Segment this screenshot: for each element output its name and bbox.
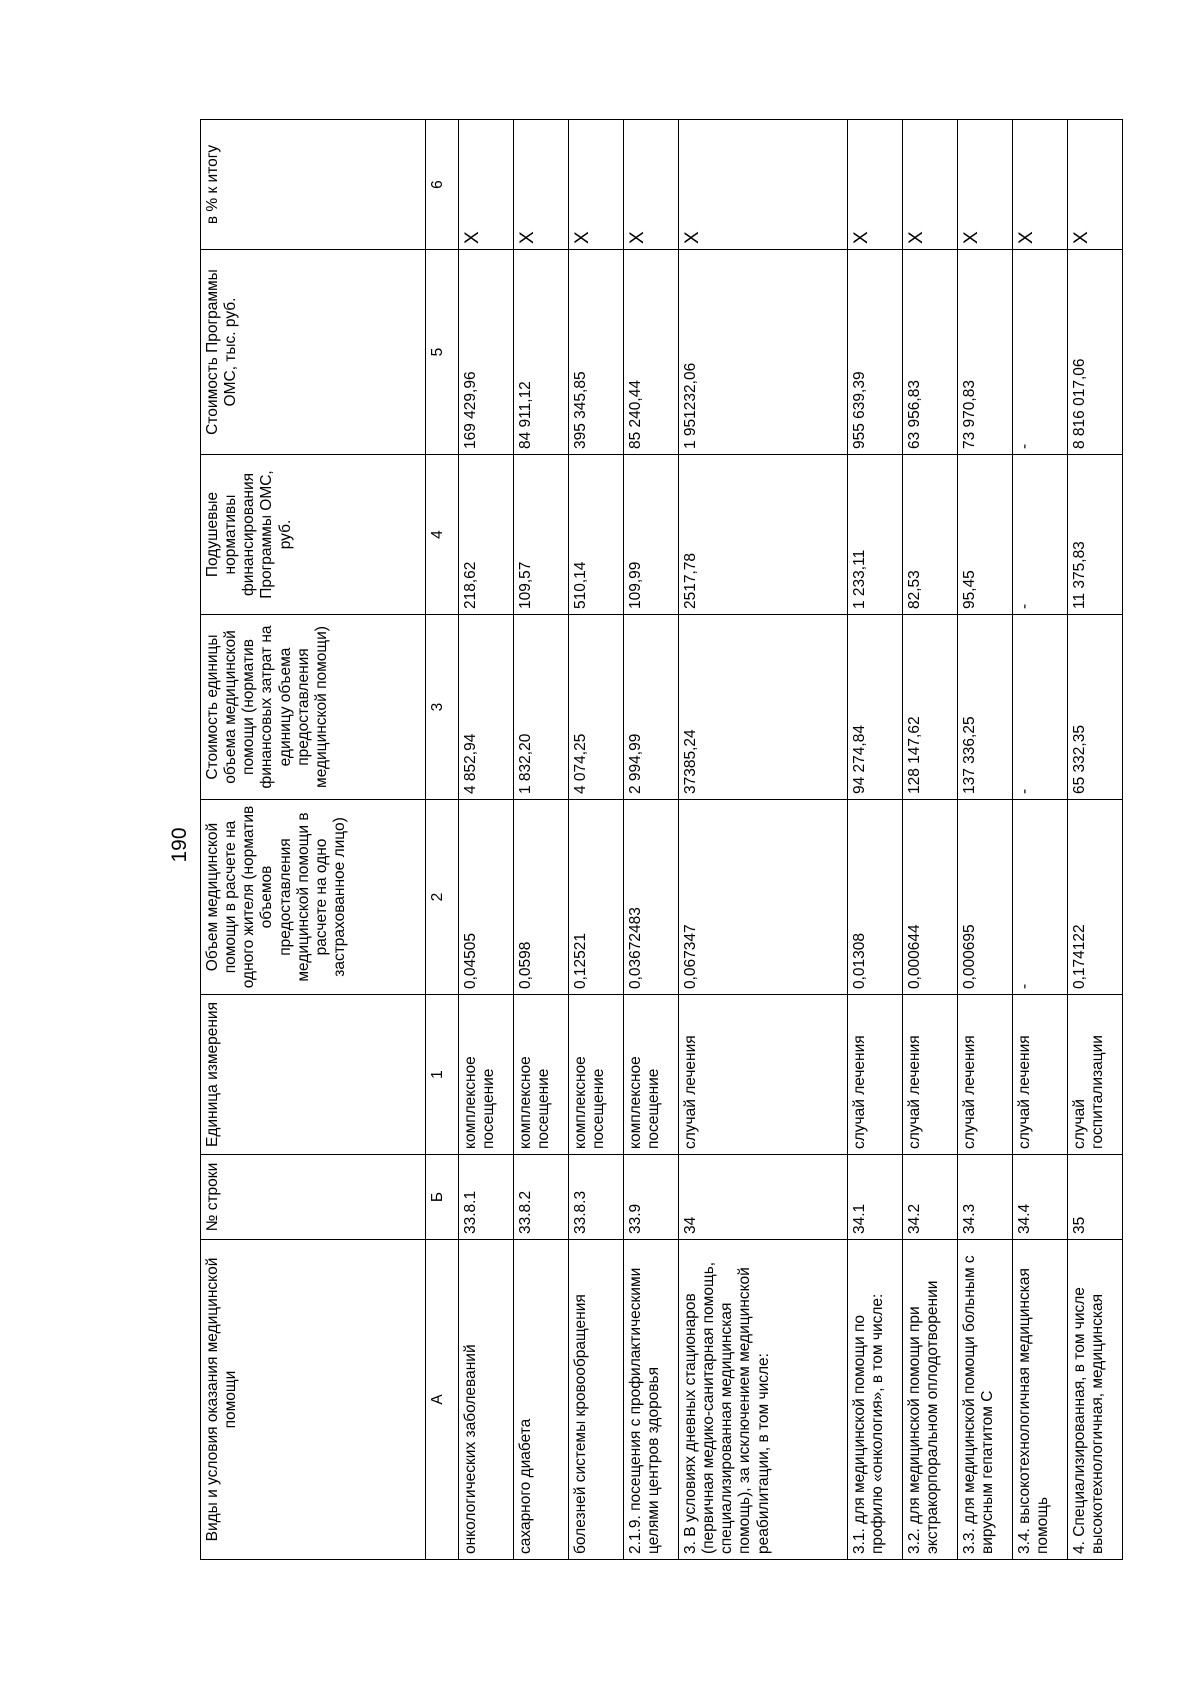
column-number-row [426, 120, 459, 1560]
per-capita-cell: - [1013, 455, 1068, 615]
program-cost-cell: 63 956,83 [903, 250, 958, 455]
header-cell: Объем медицинской помощи в расчете на одного жителя (норматив объемов предоставления медицинской помощи в расчете на одно застрахованное лицо) [201, 800, 426, 995]
care-type-cell: 2.1.9. посещения с профилактическими целями центров здоровья [624, 1240, 679, 1560]
unit-cost-cell: 65 332,35 [1068, 615, 1123, 800]
table-container [200, 120, 1118, 1560]
table-row [958, 120, 1013, 1560]
percent-cell: X [903, 120, 958, 250]
row-number-cell: 34.1 [848, 1155, 903, 1240]
care-type-cell: 3. В условиях дневных стационаров (первичная медико-санитарная помощь, специализированная медицинская помощь), за исключением медицинской реабилитации, в том числе: [679, 1240, 848, 1560]
header-cell: Стоимость Программы ОМС, тыс. руб. [201, 250, 426, 455]
unit-cell: случай лечения [1013, 995, 1068, 1155]
column-number-cell: 6 [426, 120, 459, 250]
page-number: 190 [168, 827, 191, 863]
percent-cell: X [624, 120, 679, 250]
volume-cell: 0,03672483 [624, 800, 679, 995]
column-number-cell: 3 [426, 615, 459, 800]
unit-cell: комплексное посещение [624, 995, 679, 1155]
unit-cost-cell: 137 336,25 [958, 615, 1013, 800]
program-cost-cell: 169 429,96 [459, 250, 514, 455]
per-capita-cell: 11 375,83 [1068, 455, 1123, 615]
unit-cell: случай лечения [903, 995, 958, 1155]
header-cell: Виды и условия оказания медицинской помощи [201, 1240, 426, 1560]
volume-cell: 0,01308 [848, 800, 903, 995]
table-row [1013, 120, 1068, 1560]
unit-cost-cell: 1 832,20 [514, 615, 569, 800]
unit-cell: случай лечения [958, 995, 1013, 1155]
unit-cell: случай лечения [679, 995, 848, 1155]
medical-care-table [200, 119, 1123, 1560]
unit-cost-cell: 2 994,99 [624, 615, 679, 800]
per-capita-cell: 109,57 [514, 455, 569, 615]
row-number-cell: 35 [1068, 1155, 1123, 1240]
care-type-cell: 3.1. для медицинской помощи по профилю «онкология», в том числе: [848, 1240, 903, 1560]
per-capita-cell: 82,53 [903, 455, 958, 615]
column-number-cell: Б [426, 1155, 459, 1240]
percent-cell: X [958, 120, 1013, 250]
row-number-cell: 34.3 [958, 1155, 1013, 1240]
per-capita-cell: 109,99 [624, 455, 679, 615]
care-type-cell: онкологических заболеваний [459, 1240, 514, 1560]
care-type-cell: болезней системы кровообращения [569, 1240, 624, 1560]
percent-cell: X [569, 120, 624, 250]
unit-cost-cell: 4 852,94 [459, 615, 514, 800]
volume-cell: 0,12521 [569, 800, 624, 995]
table-row [459, 120, 514, 1560]
care-type-cell: 4. Специализированная, в том числе высокотехнологичная, медицинская [1068, 1240, 1123, 1560]
row-number-cell: 34 [679, 1155, 848, 1240]
unit-cost-cell: 128 147,62 [903, 615, 958, 800]
per-capita-cell: 510,14 [569, 455, 624, 615]
table-row [903, 120, 958, 1560]
care-type-cell: 3.2. для медицинской помощи при экстракорпоральном оплодотворении [903, 1240, 958, 1560]
volume-cell: 0,067347 [679, 800, 848, 995]
program-cost-cell: 395 345,85 [569, 250, 624, 455]
per-capita-cell: 218,62 [459, 455, 514, 615]
volume-cell: 0,174122 [1068, 800, 1123, 995]
per-capita-cell: 1 233,11 [848, 455, 903, 615]
care-type-cell: 3.4. высокотехнологичная медицинская помощь [1013, 1240, 1068, 1560]
header-cell: Подушевые нормативы финансирования Программы ОМС, руб. [201, 455, 426, 615]
table-row [514, 120, 569, 1560]
header-cell: № строки [201, 1155, 426, 1240]
row-number-cell: 33.8.2 [514, 1155, 569, 1240]
unit-cost-cell: 37385,24 [679, 615, 848, 800]
volume-cell: 0,000644 [903, 800, 958, 995]
row-number-cell: 34.4 [1013, 1155, 1068, 1240]
volume-cell: 0,0598 [514, 800, 569, 995]
care-type-cell: 3.3. для медицинской помощи больным с вирусным гепатитом С [958, 1240, 1013, 1560]
unit-cost-cell: 94 274,84 [848, 615, 903, 800]
row-number-cell: 33.8.3 [569, 1155, 624, 1240]
percent-cell: X [514, 120, 569, 250]
program-cost-cell: 1 951232,06 [679, 250, 848, 455]
per-capita-cell: 2517,78 [679, 455, 848, 615]
percent-cell: X [459, 120, 514, 250]
column-number-cell: А [426, 1240, 459, 1560]
program-cost-cell: 85 240,44 [624, 250, 679, 455]
row-number-cell: 33.8.1 [459, 1155, 514, 1240]
program-cost-cell: 73 970,83 [958, 250, 1013, 455]
unit-cell: случай лечения [848, 995, 903, 1155]
header-cell: Стоимость единицы объема медицинской помощи (норматив финансовых затрат на единицу объема предоставления медицинской помощи) [201, 615, 426, 800]
program-cost-cell: - [1013, 250, 1068, 455]
header-cell: в % к итогу [201, 120, 426, 250]
percent-cell: X [679, 120, 848, 250]
per-capita-cell: 95,45 [958, 455, 1013, 615]
table-row [1068, 120, 1123, 1560]
header-cell: Единица измерения [201, 995, 426, 1155]
care-type-cell: сахарного диабета [514, 1240, 569, 1560]
column-number-cell: 1 [426, 995, 459, 1155]
program-cost-cell: 955 639,39 [848, 250, 903, 455]
table-row [624, 120, 679, 1560]
volume-cell: 0,000695 [958, 800, 1013, 995]
column-number-cell: 4 [426, 455, 459, 615]
unit-cell: комплексное посещение [514, 995, 569, 1155]
column-number-cell: 5 [426, 250, 459, 455]
program-cost-cell: 8 816 017,06 [1068, 250, 1123, 455]
table-row [848, 120, 903, 1560]
program-cost-cell: 84 911,12 [514, 250, 569, 455]
unit-cost-cell: 4 074,25 [569, 615, 624, 800]
unit-cell: комплексное посещение [569, 995, 624, 1155]
percent-cell: X [848, 120, 903, 250]
percent-cell: X [1068, 120, 1123, 250]
column-number-cell: 2 [426, 800, 459, 995]
volume-cell: - [1013, 800, 1068, 995]
unit-cost-cell: - [1013, 615, 1068, 800]
row-number-cell: 33.9 [624, 1155, 679, 1240]
unit-cell: комплексное посещение [459, 995, 514, 1155]
table-row [679, 120, 848, 1560]
header-row [201, 120, 426, 1560]
unit-cell: случай госпитализации [1068, 995, 1123, 1155]
volume-cell: 0,04505 [459, 800, 514, 995]
row-number-cell: 34.2 [903, 1155, 958, 1240]
percent-cell: X [1013, 120, 1068, 250]
table-row [569, 120, 624, 1560]
